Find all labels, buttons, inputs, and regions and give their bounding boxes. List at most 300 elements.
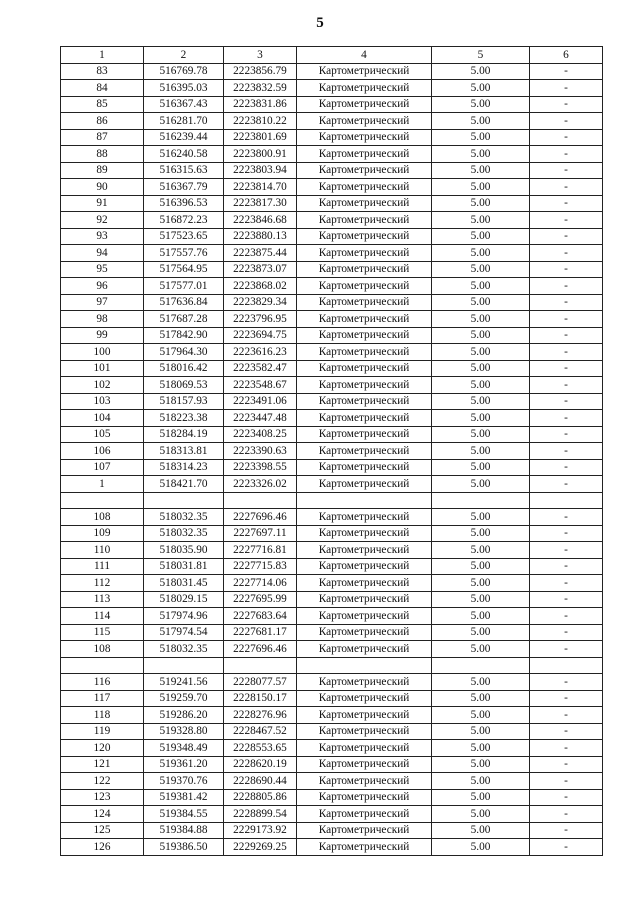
table-cell: - <box>530 641 603 658</box>
table-cell: - <box>530 228 603 245</box>
table-row <box>61 641 603 658</box>
table-cell: 2227695.99 <box>224 591 297 608</box>
table-cell: Картометрический <box>297 822 432 839</box>
table-cell: Картометрический <box>297 311 432 328</box>
table-cell: - <box>530 426 603 443</box>
table-cell: Картометрический <box>297 377 432 394</box>
table-cell: 102 <box>61 377 144 394</box>
table-cell: 2223831.86 <box>224 96 297 113</box>
table-cell: 5.00 <box>432 410 530 427</box>
table-cell: 115 <box>61 624 144 641</box>
table-cell: 126 <box>61 839 144 856</box>
table-cell: 91 <box>61 195 144 212</box>
table-cell: 516239.44 <box>144 129 224 146</box>
table-cell: 518313.81 <box>144 443 224 460</box>
table-row <box>61 476 603 493</box>
table-cell: - <box>530 773 603 790</box>
table-row <box>61 443 603 460</box>
table-cell: 519286.20 <box>144 707 224 724</box>
table-cell: 518157.93 <box>144 393 224 410</box>
table-cell: 5.00 <box>432 789 530 806</box>
table-cell: 5.00 <box>432 212 530 229</box>
table-cell: 518032.35 <box>144 509 224 526</box>
table-cell: 5.00 <box>432 575 530 592</box>
table-cell: 517564.95 <box>144 261 224 278</box>
table-cell: 119 <box>61 723 144 740</box>
table-cell: 2223447.48 <box>224 410 297 427</box>
table-cell: 516367.79 <box>144 179 224 196</box>
table-cell: 2227716.81 <box>224 542 297 559</box>
table-cell: 518032.35 <box>144 525 224 542</box>
table-cell: 89 <box>61 162 144 179</box>
table-row <box>61 327 603 344</box>
table-cell: Картометрический <box>297 690 432 707</box>
table-cell: - <box>530 525 603 542</box>
table-cell: 5.00 <box>432 162 530 179</box>
table-cell: 5.00 <box>432 195 530 212</box>
table-cell: - <box>530 690 603 707</box>
table-cell: - <box>530 756 603 773</box>
column-header: 5 <box>432 47 530 64</box>
table-cell: 5.00 <box>432 624 530 641</box>
table-cell: Картометрический <box>297 113 432 130</box>
table-cell: Картометрический <box>297 674 432 691</box>
table-cell: 518284.19 <box>144 426 224 443</box>
table-cell: 2228805.86 <box>224 789 297 806</box>
table-cell: Картометрический <box>297 294 432 311</box>
table-cell: 113 <box>61 591 144 608</box>
empty-cell <box>61 492 144 509</box>
table-cell: Картометрический <box>297 393 432 410</box>
table-cell: Картометрический <box>297 509 432 526</box>
table-cell: 2228899.54 <box>224 806 297 823</box>
empty-cell <box>530 657 603 674</box>
table-cell: 2227714.06 <box>224 575 297 592</box>
table-row <box>61 393 603 410</box>
table-cell: Картометрический <box>297 129 432 146</box>
table-cell: - <box>530 591 603 608</box>
table-cell: - <box>530 63 603 80</box>
empty-cell <box>530 492 603 509</box>
table-cell: - <box>530 195 603 212</box>
table-cell: - <box>530 476 603 493</box>
table-cell: 516872.23 <box>144 212 224 229</box>
empty-cell <box>432 492 530 509</box>
table-cell: 2223800.91 <box>224 146 297 163</box>
table-row <box>61 591 603 608</box>
table-row <box>61 839 603 856</box>
table-cell: - <box>530 789 603 806</box>
table-cell: 105 <box>61 426 144 443</box>
table-cell: 2227715.83 <box>224 558 297 575</box>
table-cell: 92 <box>61 212 144 229</box>
table-row <box>61 740 603 757</box>
table-cell: - <box>530 443 603 460</box>
table-cell: 517636.84 <box>144 294 224 311</box>
table-row <box>61 146 603 163</box>
table-cell: 5.00 <box>432 839 530 856</box>
table-cell: 5.00 <box>432 443 530 460</box>
table-cell: 519241.56 <box>144 674 224 691</box>
empty-cell <box>144 657 224 674</box>
table-cell: 2223873.07 <box>224 261 297 278</box>
table-cell: Картометрический <box>297 608 432 625</box>
table-cell: 2223398.55 <box>224 459 297 476</box>
table-cell: - <box>530 624 603 641</box>
table-cell: - <box>530 459 603 476</box>
table-cell: 2223868.02 <box>224 278 297 295</box>
table-cell: 5.00 <box>432 674 530 691</box>
table-row <box>61 162 603 179</box>
table-cell: 96 <box>61 278 144 295</box>
table-cell: Картометрический <box>297 806 432 823</box>
table-cell: 2223796.95 <box>224 311 297 328</box>
table-cell: 518031.81 <box>144 558 224 575</box>
table-row <box>61 212 603 229</box>
table-cell: - <box>530 360 603 377</box>
table-cell: 90 <box>61 179 144 196</box>
table-row <box>61 509 603 526</box>
table-cell: 5.00 <box>432 773 530 790</box>
table-cell: 518421.70 <box>144 476 224 493</box>
table-cell: Картометрический <box>297 245 432 262</box>
table-cell: - <box>530 806 603 823</box>
table-row <box>61 756 603 773</box>
table-cell: Картометрический <box>297 773 432 790</box>
table-cell: Картометрический <box>297 740 432 757</box>
table-cell: Картометрический <box>297 410 432 427</box>
table-cell: - <box>530 377 603 394</box>
table-cell: 2227683.64 <box>224 608 297 625</box>
table-cell: 117 <box>61 690 144 707</box>
table-cell: Картометрический <box>297 558 432 575</box>
table-cell: 5.00 <box>432 608 530 625</box>
table-cell: Картометрический <box>297 212 432 229</box>
table-cell: 5.00 <box>432 591 530 608</box>
table-cell: 111 <box>61 558 144 575</box>
table-cell: - <box>530 410 603 427</box>
table-cell: 516367.43 <box>144 96 224 113</box>
table-cell: - <box>530 129 603 146</box>
table-cell: 519384.88 <box>144 822 224 839</box>
table-cell: 5.00 <box>432 558 530 575</box>
table-cell: - <box>530 162 603 179</box>
table-cell: 519386.50 <box>144 839 224 856</box>
table-cell: - <box>530 575 603 592</box>
table-cell: 2228690.44 <box>224 773 297 790</box>
table-cell: - <box>530 294 603 311</box>
table-cell: 106 <box>61 443 144 460</box>
table-cell: 517687.28 <box>144 311 224 328</box>
table-cell: 5.00 <box>432 294 530 311</box>
table-cell: 5.00 <box>432 377 530 394</box>
table-cell: - <box>530 80 603 97</box>
table-cell: Картометрический <box>297 426 432 443</box>
table-cell: Картометрический <box>297 789 432 806</box>
table-cell: 5.00 <box>432 113 530 130</box>
table-cell: 110 <box>61 542 144 559</box>
table-row <box>61 707 603 724</box>
table-cell: 5.00 <box>432 245 530 262</box>
table-cell: 2223829.34 <box>224 294 297 311</box>
table-cell: 2229173.92 <box>224 822 297 839</box>
table-cell: 5.00 <box>432 525 530 542</box>
table-cell: 519384.55 <box>144 806 224 823</box>
table-row <box>61 344 603 361</box>
table-cell: 120 <box>61 740 144 757</box>
table-cell: 2223616.23 <box>224 344 297 361</box>
table-cell: Картометрический <box>297 344 432 361</box>
table-cell: 99 <box>61 327 144 344</box>
table-cell: 517974.96 <box>144 608 224 625</box>
table-cell: 516395.03 <box>144 80 224 97</box>
table-cell: 517974.54 <box>144 624 224 641</box>
table-cell: 5.00 <box>432 261 530 278</box>
table-cell: 519348.49 <box>144 740 224 757</box>
table-row <box>61 674 603 691</box>
table-cell: 517577.01 <box>144 278 224 295</box>
table-cell: 2227697.11 <box>224 525 297 542</box>
table-row <box>61 261 603 278</box>
table-cell: 518035.90 <box>144 542 224 559</box>
table-cell: 2223817.30 <box>224 195 297 212</box>
table-cell: 518029.15 <box>144 591 224 608</box>
table-cell: - <box>530 608 603 625</box>
table-cell: 5.00 <box>432 806 530 823</box>
table-cell: 118 <box>61 707 144 724</box>
table-row <box>61 542 603 559</box>
table-cell: - <box>530 393 603 410</box>
table-row <box>61 294 603 311</box>
table-cell: 5.00 <box>432 311 530 328</box>
table-cell: 1 <box>61 476 144 493</box>
table-cell: 5.00 <box>432 459 530 476</box>
table-cell: 2223875.44 <box>224 245 297 262</box>
column-header: 6 <box>530 47 603 64</box>
table-cell: - <box>530 822 603 839</box>
table-cell: 5.00 <box>432 129 530 146</box>
table-cell: 2229269.25 <box>224 839 297 856</box>
table-cell: 83 <box>61 63 144 80</box>
table-cell: 2223582.47 <box>224 360 297 377</box>
table-cell: Картометрический <box>297 542 432 559</box>
table-cell: 2227681.17 <box>224 624 297 641</box>
table-cell: 2228276.96 <box>224 707 297 724</box>
table-cell: 94 <box>61 245 144 262</box>
table-cell: 5.00 <box>432 707 530 724</box>
table-cell: 5.00 <box>432 278 530 295</box>
table-cell: Картометрический <box>297 525 432 542</box>
table-cell: 2223832.59 <box>224 80 297 97</box>
table-cell: 5.00 <box>432 740 530 757</box>
table-cell: 517842.90 <box>144 327 224 344</box>
table-cell: 123 <box>61 789 144 806</box>
table-cell: 5.00 <box>432 228 530 245</box>
table-cell: 5.00 <box>432 822 530 839</box>
empty-cell <box>432 657 530 674</box>
table-cell: 519381.42 <box>144 789 224 806</box>
table-cell: 5.00 <box>432 96 530 113</box>
table-cell: 2223880.13 <box>224 228 297 245</box>
table-cell: 114 <box>61 608 144 625</box>
empty-cell <box>224 492 297 509</box>
table-cell: 5.00 <box>432 146 530 163</box>
table-cell: 125 <box>61 822 144 839</box>
table-cell: - <box>530 212 603 229</box>
table-cell: 2223326.02 <box>224 476 297 493</box>
table-cell: 121 <box>61 756 144 773</box>
empty-cell <box>224 657 297 674</box>
empty-cell <box>297 492 432 509</box>
table-cell: 2228150.17 <box>224 690 297 707</box>
table-row <box>61 377 603 394</box>
table-row <box>61 773 603 790</box>
table-row <box>61 822 603 839</box>
table-cell: 2223390.63 <box>224 443 297 460</box>
table-cell: 517557.76 <box>144 245 224 262</box>
table-cell: 103 <box>61 393 144 410</box>
table-cell: 516281.70 <box>144 113 224 130</box>
table-cell: 2223846.68 <box>224 212 297 229</box>
table-row <box>61 723 603 740</box>
table-cell: 2223856.79 <box>224 63 297 80</box>
table-row <box>61 80 603 97</box>
table-cell: 5.00 <box>432 360 530 377</box>
table-cell: 108 <box>61 509 144 526</box>
table-cell: 122 <box>61 773 144 790</box>
table-cell: 517523.65 <box>144 228 224 245</box>
table-cell: 87 <box>61 129 144 146</box>
table-cell: 2223803.94 <box>224 162 297 179</box>
table-cell: 2223548.67 <box>224 377 297 394</box>
table-cell: 516396.53 <box>144 195 224 212</box>
table-cell: 2228467.52 <box>224 723 297 740</box>
table-cell: 518016.42 <box>144 360 224 377</box>
table-cell: 86 <box>61 113 144 130</box>
table-cell: 518223.38 <box>144 410 224 427</box>
table-row <box>61 459 603 476</box>
table-cell: Картометрический <box>297 179 432 196</box>
table-cell: 93 <box>61 228 144 245</box>
table-row <box>61 96 603 113</box>
separator-row <box>61 492 603 509</box>
table-cell: Картометрический <box>297 591 432 608</box>
table-row <box>61 245 603 262</box>
table-cell: 104 <box>61 410 144 427</box>
table-cell: 5.00 <box>432 80 530 97</box>
table-cell: Картометрический <box>297 624 432 641</box>
table-cell: Картометрический <box>297 723 432 740</box>
table-cell: - <box>530 558 603 575</box>
table-cell: 5.00 <box>432 63 530 80</box>
table-cell: 2227696.46 <box>224 509 297 526</box>
table-cell: Картометрический <box>297 476 432 493</box>
table-cell: 2223491.06 <box>224 393 297 410</box>
table-cell: 5.00 <box>432 542 530 559</box>
table-cell: 5.00 <box>432 344 530 361</box>
table-cell: - <box>530 311 603 328</box>
table-cell: 5.00 <box>432 476 530 493</box>
table-cell: - <box>530 278 603 295</box>
column-header: 2 <box>144 47 224 64</box>
table-body <box>61 63 603 855</box>
empty-cell <box>61 657 144 674</box>
table-cell: 85 <box>61 96 144 113</box>
table-cell: 107 <box>61 459 144 476</box>
table-cell: Картометрический <box>297 146 432 163</box>
table-row <box>61 113 603 130</box>
table-cell: Картометрический <box>297 63 432 80</box>
table-cell: - <box>530 723 603 740</box>
table-row <box>61 63 603 80</box>
table-cell: 2223694.75 <box>224 327 297 344</box>
table-row <box>61 575 603 592</box>
table-cell: - <box>530 327 603 344</box>
table-cell: Картометрический <box>297 443 432 460</box>
table-cell: 5.00 <box>432 690 530 707</box>
table-cell: - <box>530 245 603 262</box>
table-cell: 98 <box>61 311 144 328</box>
table-cell: - <box>530 344 603 361</box>
table-cell: - <box>530 839 603 856</box>
table-row <box>61 195 603 212</box>
table-cell: 5.00 <box>432 179 530 196</box>
table-cell: 2223801.69 <box>224 129 297 146</box>
table-cell: Картометрический <box>297 459 432 476</box>
table-cell: 108 <box>61 641 144 658</box>
table-cell: 116 <box>61 674 144 691</box>
table-row <box>61 311 603 328</box>
table-row <box>61 789 603 806</box>
table-cell: - <box>530 542 603 559</box>
table-cell: 519328.80 <box>144 723 224 740</box>
table-cell: 5.00 <box>432 393 530 410</box>
table-cell: 95 <box>61 261 144 278</box>
table-cell: Картометрический <box>297 195 432 212</box>
table-row <box>61 608 603 625</box>
table-cell: 2223408.25 <box>224 426 297 443</box>
table-cell: - <box>530 740 603 757</box>
table-cell: 2228620.19 <box>224 756 297 773</box>
table-cell: - <box>530 261 603 278</box>
table-cell: Картометрический <box>297 575 432 592</box>
table-row <box>61 179 603 196</box>
table-cell: 84 <box>61 80 144 97</box>
table-cell: 519259.70 <box>144 690 224 707</box>
table-cell: 519370.76 <box>144 773 224 790</box>
table-cell: 2228077.57 <box>224 674 297 691</box>
table-row <box>61 129 603 146</box>
separator-row <box>61 657 603 674</box>
table-row <box>61 228 603 245</box>
table-cell: 518314.23 <box>144 459 224 476</box>
table-cell: 100 <box>61 344 144 361</box>
table-cell: Картометрический <box>297 839 432 856</box>
table-cell: Картометрический <box>297 641 432 658</box>
table-cell: 5.00 <box>432 756 530 773</box>
table-cell: 2228553.65 <box>224 740 297 757</box>
empty-cell <box>144 492 224 509</box>
table-cell: 5.00 <box>432 509 530 526</box>
table-row <box>61 525 603 542</box>
table-cell: 2223810.22 <box>224 113 297 130</box>
table-cell: 101 <box>61 360 144 377</box>
table-cell: 5.00 <box>432 426 530 443</box>
table-cell: 2227696.46 <box>224 641 297 658</box>
table-cell: Картометрический <box>297 756 432 773</box>
table-cell: Картометрический <box>297 261 432 278</box>
table-cell: - <box>530 113 603 130</box>
